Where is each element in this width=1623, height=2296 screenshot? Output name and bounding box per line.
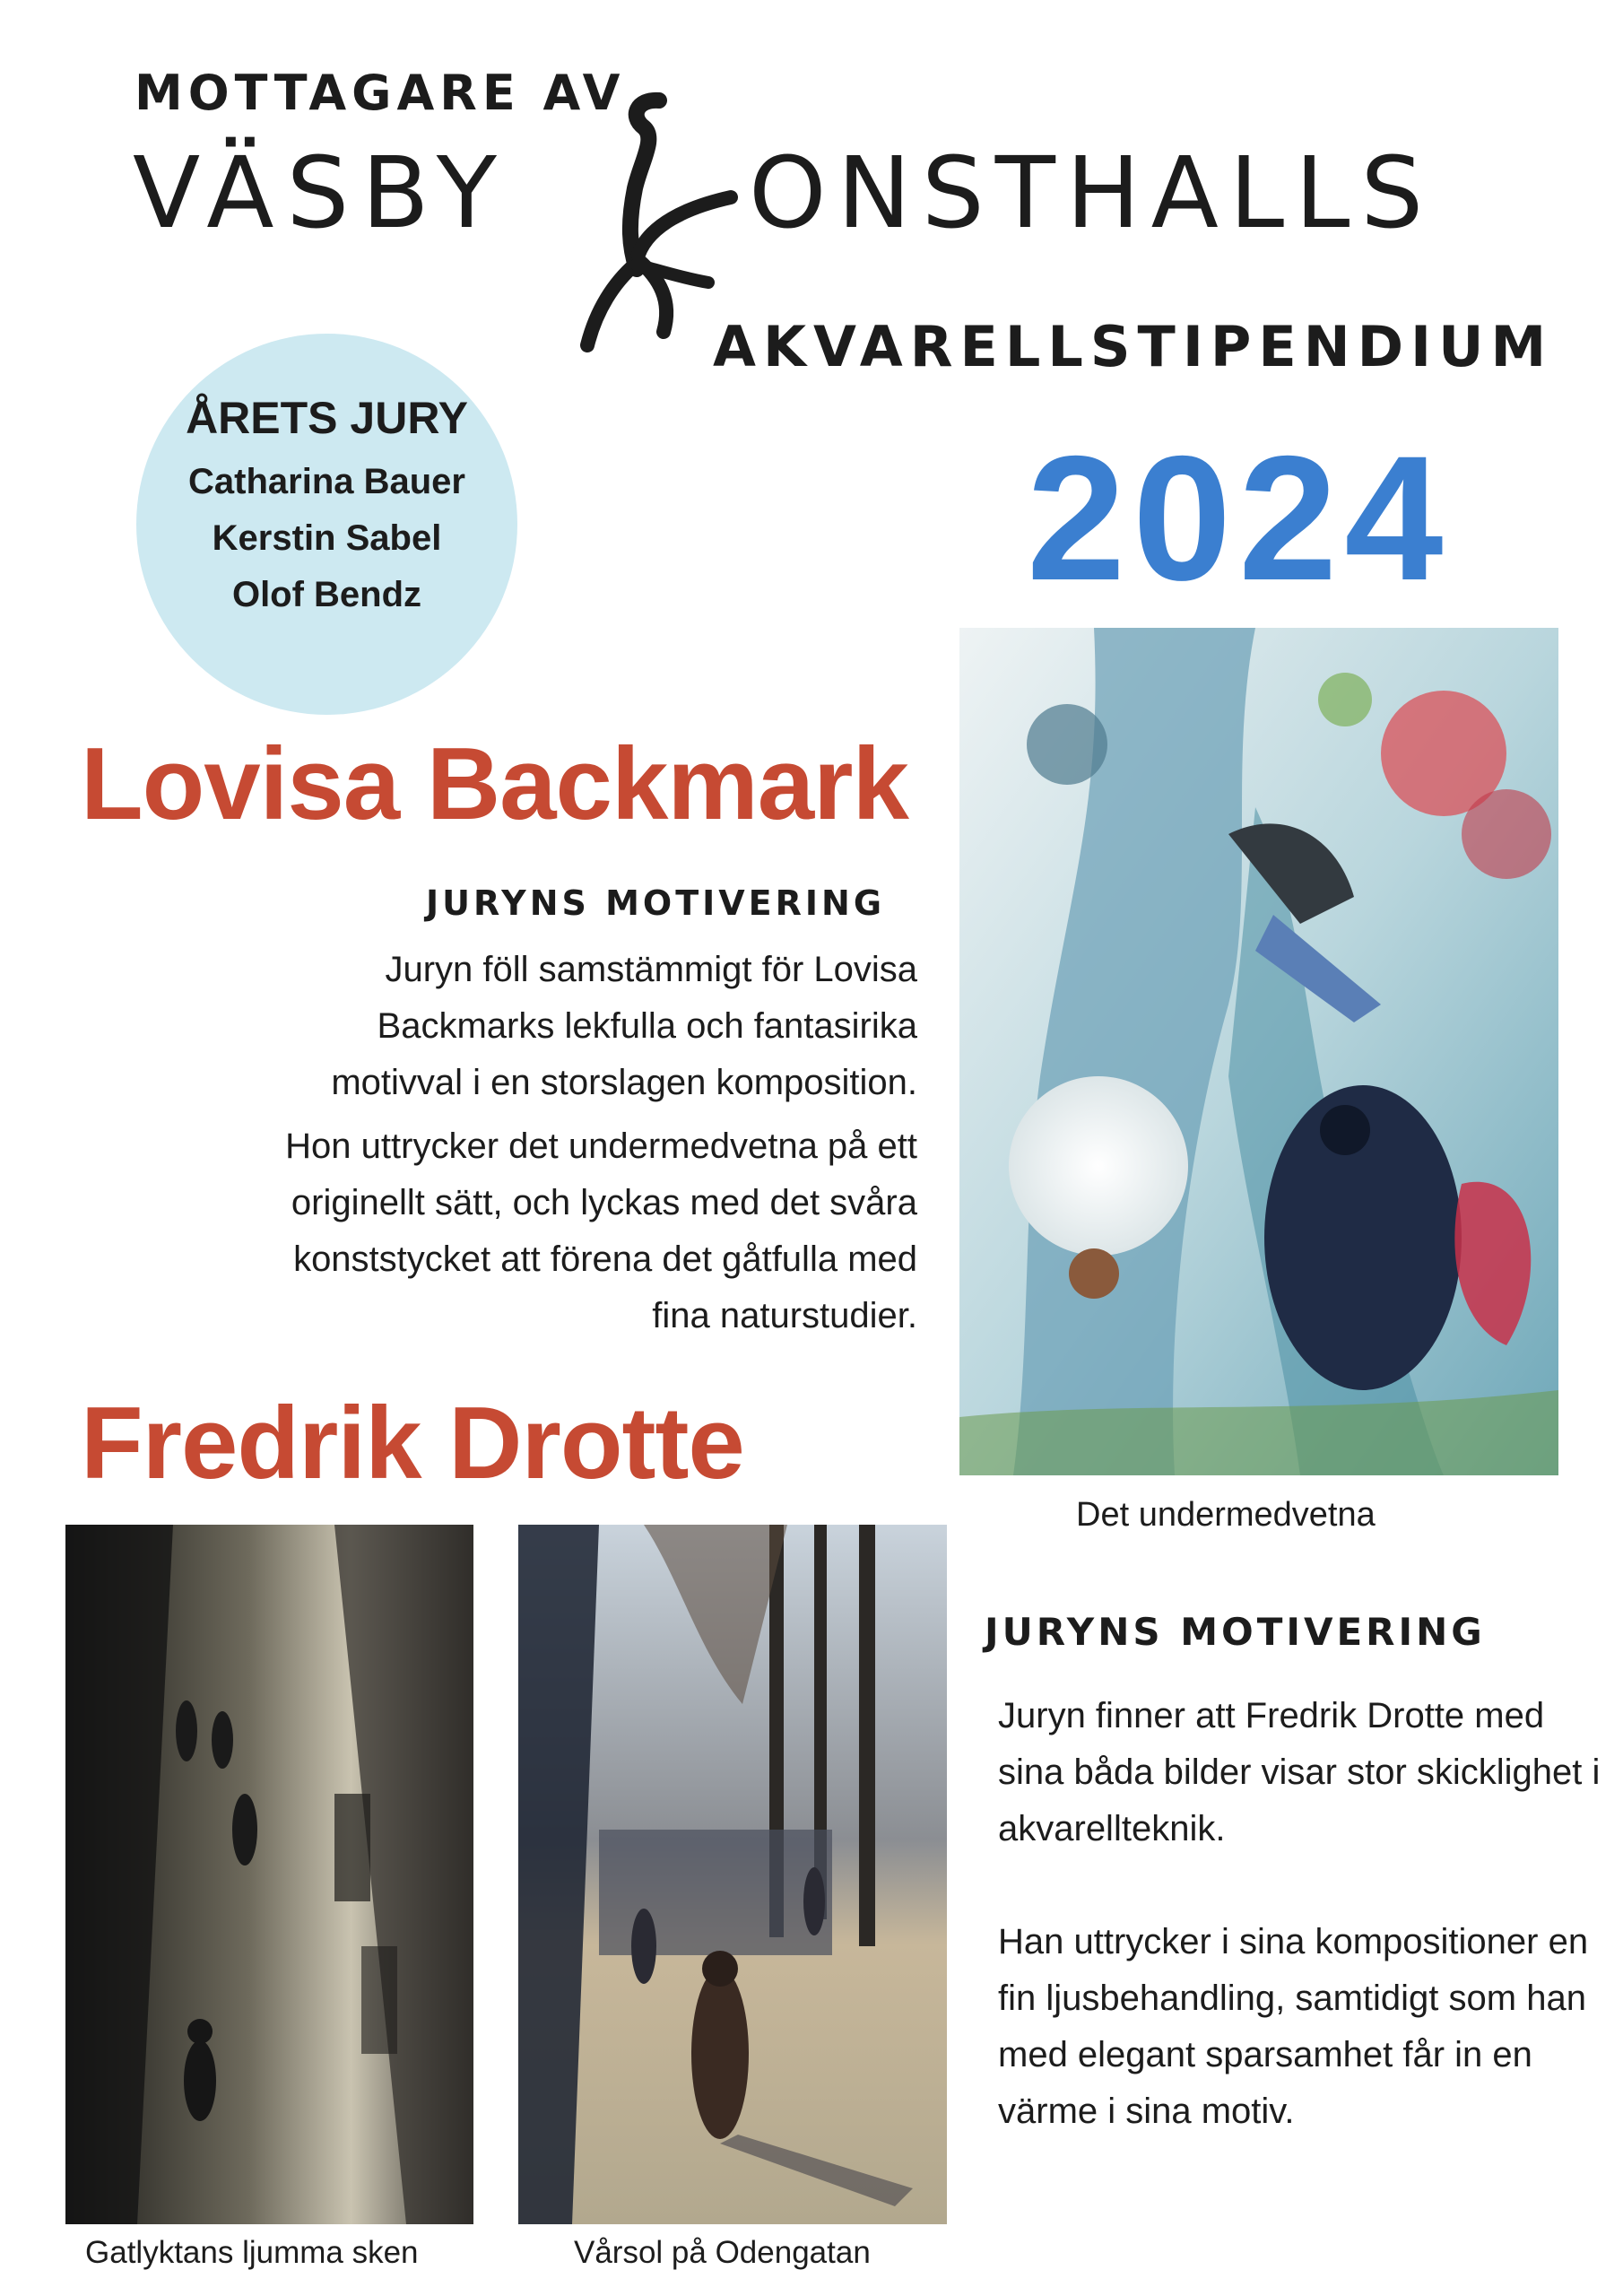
jury-member: Olof Bendz [231,575,422,614]
motivation-paragraph: Juryn föll samstämmigt för Lovisa Backmarks lekfulla och fantasirika motivval i en storslagen komposition. [331,950,917,1102]
motivation-paragraph: Juryn finner att Fredrik Drotte med sina båda bilder visar stor skicklighet i akvarellteknik. [998,1696,1601,1848]
jury-member: Kerstin Sabel [212,518,442,558]
year: 2024 [1027,419,1451,617]
artwork-caption: Vårsol på Odengatan [574,2235,871,2270]
motivation-heading: JURYNS MOTIVERING [426,883,886,923]
motivation-paragraph: Hon uttrycker det undermedvetna på ett originellt sätt, och lyckas med det svåra konststycket att förena det gåtfulla med fina naturstudier. [285,1126,917,1335]
jury-title: ÅRETS JURY [186,393,468,443]
motivation-heading: JURYNS MOTIVERING [985,1610,1486,1654]
header-vasby: VÄSBY [133,135,509,250]
winner-name: Fredrik Drotte [81,1387,744,1500]
artwork-image [959,628,1558,1475]
watercolor-painting [518,1525,947,2224]
header-line-1: MOTTAGARE AV [135,65,626,121]
watercolor-painting [959,628,1558,1475]
winner-name: Lovisa Backmark [81,727,908,841]
header-konsthalls: ONSTHALLS [749,135,1435,250]
jury-circle [136,334,517,715]
artwork-caption: Gatlyktans ljumma sken [85,2235,419,2270]
motivation-text [236,942,917,1352]
motivation-text [998,1688,1617,2196]
artwork-caption: Det undermedvetna [1076,1496,1376,1534]
watercolor-painting [65,1525,473,2224]
header-line-3: AKVARELLSTIPENDIUM [713,314,1554,379]
jury-member: Catharina Bauer [188,462,465,501]
artwork-image [518,1525,947,2224]
artwork-image [65,1525,473,2224]
motivation-paragraph: Han uttrycker i sina kompositioner en fin ljusbehandling, samtidigt som han med elegant sparsamhet får in en värme i sina motiv. [998,1922,1589,2131]
